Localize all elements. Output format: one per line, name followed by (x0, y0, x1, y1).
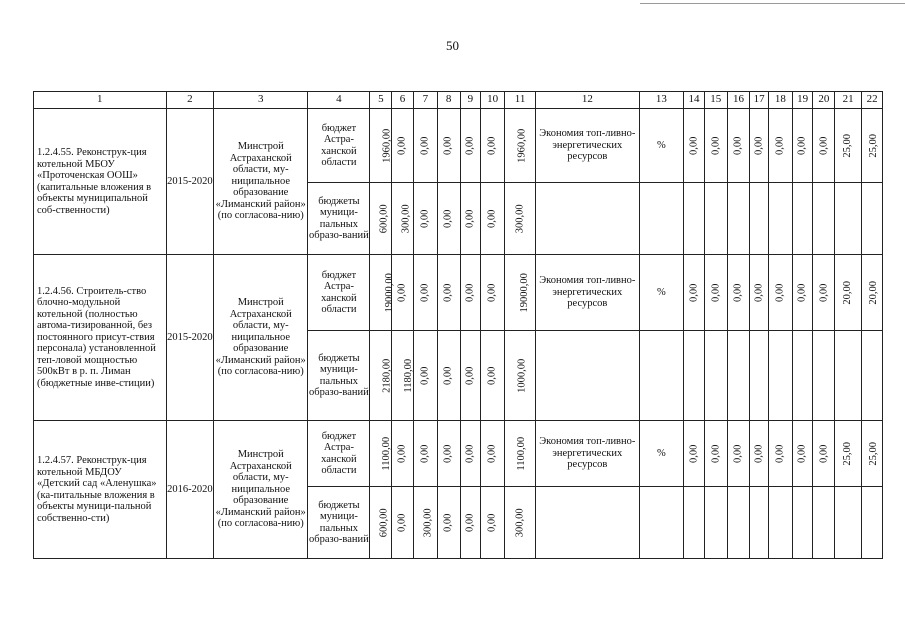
funding-value-cell (370, 331, 392, 421)
funding-value: 1180,00 (403, 358, 415, 393)
funding-value-cell (392, 331, 414, 421)
target-value-cell (862, 109, 883, 183)
activity-name-cell: 1.2.4.56. Строитель-ство блочно-модульной котельной (полностью автома-тизированной, без постоянного присут-ствия персонала) установленной теп-ловой мощностью 500кВт в р. п. Лиман (бюджетные инве-стиции) (34, 255, 167, 421)
target-value-cell-empty (813, 183, 835, 255)
target-value: 25,00 (842, 441, 854, 466)
target-value: 0,00 (688, 136, 700, 155)
target-value-cell (862, 421, 883, 487)
target-value-cell-empty (792, 183, 813, 255)
funding-source-cell: бюджеты муници-пальных образо-ваний (308, 331, 370, 421)
unit-cell: % (639, 109, 684, 183)
column-number-header: 9 (460, 92, 481, 109)
table-row (34, 109, 883, 183)
column-number-header: 4 (308, 92, 370, 109)
period-cell: 2016-2020 (166, 421, 214, 559)
executor-cell: Минстрой Астраханской области, му-ниципальное образование «Лиманский район» (по согласова-нию) (214, 109, 308, 255)
target-value: 0,00 (796, 283, 808, 302)
funding-value: 300,00 (400, 204, 412, 233)
column-number-header: 22 (862, 92, 883, 109)
funding-source-cell: бюджет Астра-ханской области (308, 255, 370, 331)
funding-value-cell (437, 331, 460, 421)
funding-value-cell (505, 255, 536, 331)
funding-value: 1100,00 (516, 436, 528, 471)
funding-value: 0,00 (396, 513, 408, 532)
target-value: 25,00 (842, 133, 854, 158)
target-value-cell-empty (750, 183, 769, 255)
funding-value-cell (460, 255, 481, 331)
funding-value: 0,00 (486, 444, 498, 463)
target-value: 0,00 (774, 136, 786, 155)
funding-value-cell (392, 183, 414, 255)
target-value: 0,00 (709, 283, 721, 302)
funding-value-cell (481, 487, 505, 559)
unit-cell: % (639, 421, 684, 487)
funding-value-cell (505, 109, 536, 183)
funding-value-cell (460, 183, 481, 255)
funding-value: 300,00 (514, 508, 526, 537)
indicator-cell-empty (536, 183, 640, 255)
funding-value-cell (413, 421, 437, 487)
target-value-cell (792, 109, 813, 183)
funding-value-cell (413, 255, 437, 331)
unit-cell-empty (639, 331, 684, 421)
funding-value-cell (505, 487, 536, 559)
funding-value: 0,00 (464, 209, 476, 228)
column-number-header: 12 (536, 92, 640, 109)
target-value-cell-empty (768, 331, 792, 421)
funding-value: 0,00 (464, 283, 476, 302)
executor-cell: Минстрой Астраханской области, му-ниципальное образование «Лиманский район» (по согласова-нию) (214, 255, 308, 421)
target-value: 0,00 (818, 136, 830, 155)
table-row (34, 255, 883, 331)
funding-value-cell (392, 421, 414, 487)
funding-value: 0,00 (486, 366, 498, 385)
target-value-cell-empty (768, 183, 792, 255)
scan-artifact-line (640, 3, 905, 4)
target-value: 0,00 (774, 283, 786, 302)
program-table (33, 91, 883, 559)
target-value-cell-empty (813, 487, 835, 559)
target-value-cell (768, 255, 792, 331)
target-value: 0,00 (796, 444, 808, 463)
target-value-cell (727, 109, 750, 183)
funding-value: 0,00 (442, 366, 454, 385)
target-value-cell-empty (792, 487, 813, 559)
funding-value: 600,00 (379, 508, 391, 537)
funding-value: 19000,00 (384, 272, 396, 313)
funding-value: 1000,00 (516, 358, 528, 393)
funding-value: 0,00 (486, 513, 498, 532)
column-number-header: 10 (481, 92, 505, 109)
indicator-cell: Экономия топ-ливно-энергетических ресурсов (536, 421, 640, 487)
funding-value: 0,00 (486, 209, 498, 228)
target-value-cell (768, 109, 792, 183)
target-value-cell (750, 421, 769, 487)
column-number-header: 17 (750, 92, 769, 109)
funding-value: 0,00 (419, 136, 431, 155)
target-value-cell (792, 421, 813, 487)
column-number-header: 21 (835, 92, 862, 109)
funding-value: 0,00 (419, 209, 431, 228)
target-value-cell-empty (835, 183, 862, 255)
target-value: 0,00 (753, 136, 765, 155)
funding-value: 0,00 (464, 513, 476, 532)
target-value-cell (813, 109, 835, 183)
activity-name-cell: 1.2.4.57. Реконструк-ция котельной МБДОУ «Детский сад «Аленушка» (ка-питальные вложения в объекты муници-пальной собственно-сти) (34, 421, 167, 559)
funding-value: 300,00 (514, 204, 526, 233)
funding-source-cell: бюджет Астра-ханской области (308, 109, 370, 183)
target-value-cell-empty (704, 183, 727, 255)
target-value-cell (862, 255, 883, 331)
column-number-header: 8 (437, 92, 460, 109)
funding-value-cell (437, 487, 460, 559)
funding-value-cell (460, 487, 481, 559)
target-value: 0,00 (818, 283, 830, 302)
target-value-cell (727, 421, 750, 487)
target-value: 25,00 (868, 133, 880, 158)
target-value-cell (750, 255, 769, 331)
period-cell: 2015-2020 (166, 109, 214, 255)
column-number-header: 13 (639, 92, 684, 109)
funding-value-cell (460, 421, 481, 487)
unit-cell-empty (639, 183, 684, 255)
target-value-cell (704, 421, 727, 487)
target-value-cell (813, 255, 835, 331)
column-number-header: 5 (370, 92, 392, 109)
target-value-cell (704, 255, 727, 331)
target-value-cell-empty (768, 487, 792, 559)
target-value-cell (835, 421, 862, 487)
target-value-cell-empty (862, 183, 883, 255)
target-value: 0,00 (753, 444, 765, 463)
target-value-cell-empty (684, 331, 705, 421)
funding-value-cell (437, 183, 460, 255)
unit-cell: % (639, 255, 684, 331)
indicator-cell: Экономия топ-ливно-энергетических ресурсов (536, 255, 640, 331)
funding-value-cell (460, 331, 481, 421)
funding-value: 1100,00 (381, 436, 393, 471)
funding-value-cell (370, 109, 392, 183)
indicator-cell: Экономия топ-ливно-энергетических ресурсов (536, 109, 640, 183)
funding-value: 0,00 (419, 444, 431, 463)
target-value-cell-empty (835, 487, 862, 559)
period-cell: 2015-2020 (166, 255, 214, 421)
target-value: 0,00 (732, 444, 744, 463)
column-number-header: 2 (166, 92, 214, 109)
funding-value-cell (370, 421, 392, 487)
column-number-header: 20 (813, 92, 835, 109)
funding-value-cell (481, 109, 505, 183)
funding-value: 0,00 (419, 366, 431, 385)
header-row (34, 92, 883, 109)
target-value-cell (684, 421, 705, 487)
target-value-cell (835, 255, 862, 331)
executor-cell: Минстрой Астраханской области, му-ниципальное образование «Лиманский район» (по согласова-нию) (214, 421, 308, 559)
column-number-header: 6 (392, 92, 414, 109)
target-value-cell-empty (684, 487, 705, 559)
target-value-cell-empty (750, 331, 769, 421)
column-number-header: 16 (727, 92, 750, 109)
target-value: 0,00 (774, 444, 786, 463)
funding-value-cell (370, 183, 392, 255)
funding-value: 19000,00 (518, 272, 530, 313)
funding-value: 0,00 (442, 283, 454, 302)
column-number-header: 14 (684, 92, 705, 109)
funding-value-cell (460, 109, 481, 183)
target-value: 25,00 (868, 441, 880, 466)
target-value: 0,00 (688, 444, 700, 463)
funding-value: 0,00 (464, 136, 476, 155)
column-number-header: 11 (505, 92, 536, 109)
target-value-cell (768, 421, 792, 487)
funding-value: 2180,00 (381, 358, 393, 393)
funding-value-cell (505, 331, 536, 421)
target-value-cell (684, 255, 705, 331)
target-value-cell (792, 255, 813, 331)
target-value-cell-empty (750, 487, 769, 559)
column-number-header: 18 (768, 92, 792, 109)
funding-value: 0,00 (419, 283, 431, 302)
target-value-cell-empty (862, 331, 883, 421)
unit-cell-empty (639, 487, 684, 559)
target-value-cell-empty (727, 487, 750, 559)
target-value-cell (750, 109, 769, 183)
funding-source-cell: бюджеты муници-пальных образо-ваний (308, 183, 370, 255)
funding-value-cell (481, 183, 505, 255)
funding-value-cell (413, 331, 437, 421)
funding-value-cell (413, 183, 437, 255)
funding-value: 0,00 (464, 366, 476, 385)
table-row (34, 421, 883, 487)
column-number-header: 15 (704, 92, 727, 109)
target-value: 0,00 (709, 444, 721, 463)
funding-value-cell (481, 255, 505, 331)
funding-value-cell (437, 109, 460, 183)
column-number-header: 7 (413, 92, 437, 109)
column-number-header: 19 (792, 92, 813, 109)
funding-value: 0,00 (486, 136, 498, 155)
funding-value: 0,00 (442, 444, 454, 463)
funding-value-cell (370, 487, 392, 559)
target-value-cell-empty (684, 183, 705, 255)
target-value-cell-empty (727, 183, 750, 255)
target-value-cell (684, 109, 705, 183)
funding-value-cell (437, 421, 460, 487)
funding-value-cell (413, 487, 437, 559)
funding-value: 0,00 (396, 136, 408, 155)
funding-value-cell (481, 421, 505, 487)
target-value: 0,00 (732, 283, 744, 302)
funding-value: 0,00 (442, 513, 454, 532)
funding-value: 600,00 (379, 204, 391, 233)
funding-value: 1960,00 (381, 128, 393, 163)
target-value-cell-empty (704, 331, 727, 421)
target-value-cell-empty (704, 487, 727, 559)
activity-name-cell: 1.2.4.55. Реконструк-ция котельной МБОУ «Проточенская ООШ» (капитальные вложения в объекты муниципальной соб-ственности) (34, 109, 167, 255)
funding-value: 0,00 (396, 283, 408, 302)
funding-value-cell (505, 421, 536, 487)
target-value-cell-empty (862, 487, 883, 559)
funding-value: 300,00 (422, 508, 434, 537)
funding-source-cell: бюджет Астра-ханской области (308, 421, 370, 487)
target-value-cell (813, 421, 835, 487)
funding-source-cell: бюджеты муници-пальных образо-ваний (308, 487, 370, 559)
target-value-cell (835, 109, 862, 183)
funding-value-cell (370, 255, 396, 331)
funding-value-cell (392, 487, 414, 559)
target-value: 20,00 (842, 280, 854, 305)
target-value: 0,00 (818, 444, 830, 463)
target-value: 0,00 (753, 283, 765, 302)
funding-value-cell (481, 331, 505, 421)
funding-value: 0,00 (464, 444, 476, 463)
target-value-cell (727, 255, 750, 331)
target-value-cell (704, 109, 727, 183)
indicator-cell-empty (536, 331, 640, 421)
page-number: 50 (446, 38, 459, 53)
target-value-cell-empty (813, 331, 835, 421)
column-number-header: 1 (34, 92, 167, 109)
funding-value: 0,00 (442, 209, 454, 228)
target-value: 0,00 (796, 136, 808, 155)
target-value-cell-empty (835, 331, 862, 421)
funding-value: 0,00 (442, 136, 454, 155)
funding-value-cell (437, 255, 460, 331)
funding-value: 0,00 (396, 444, 408, 463)
target-value-cell-empty (727, 331, 750, 421)
funding-value-cell (413, 109, 437, 183)
target-value: 20,00 (868, 280, 880, 305)
target-value: 0,00 (688, 283, 700, 302)
funding-value: 1960,00 (516, 128, 528, 163)
indicator-cell-empty (536, 487, 640, 559)
target-value: 0,00 (732, 136, 744, 155)
target-value: 0,00 (709, 136, 721, 155)
funding-value-cell (505, 183, 536, 255)
funding-value: 0,00 (486, 283, 498, 302)
target-value-cell-empty (792, 331, 813, 421)
funding-value-cell (392, 109, 414, 183)
column-number-header: 3 (214, 92, 308, 109)
